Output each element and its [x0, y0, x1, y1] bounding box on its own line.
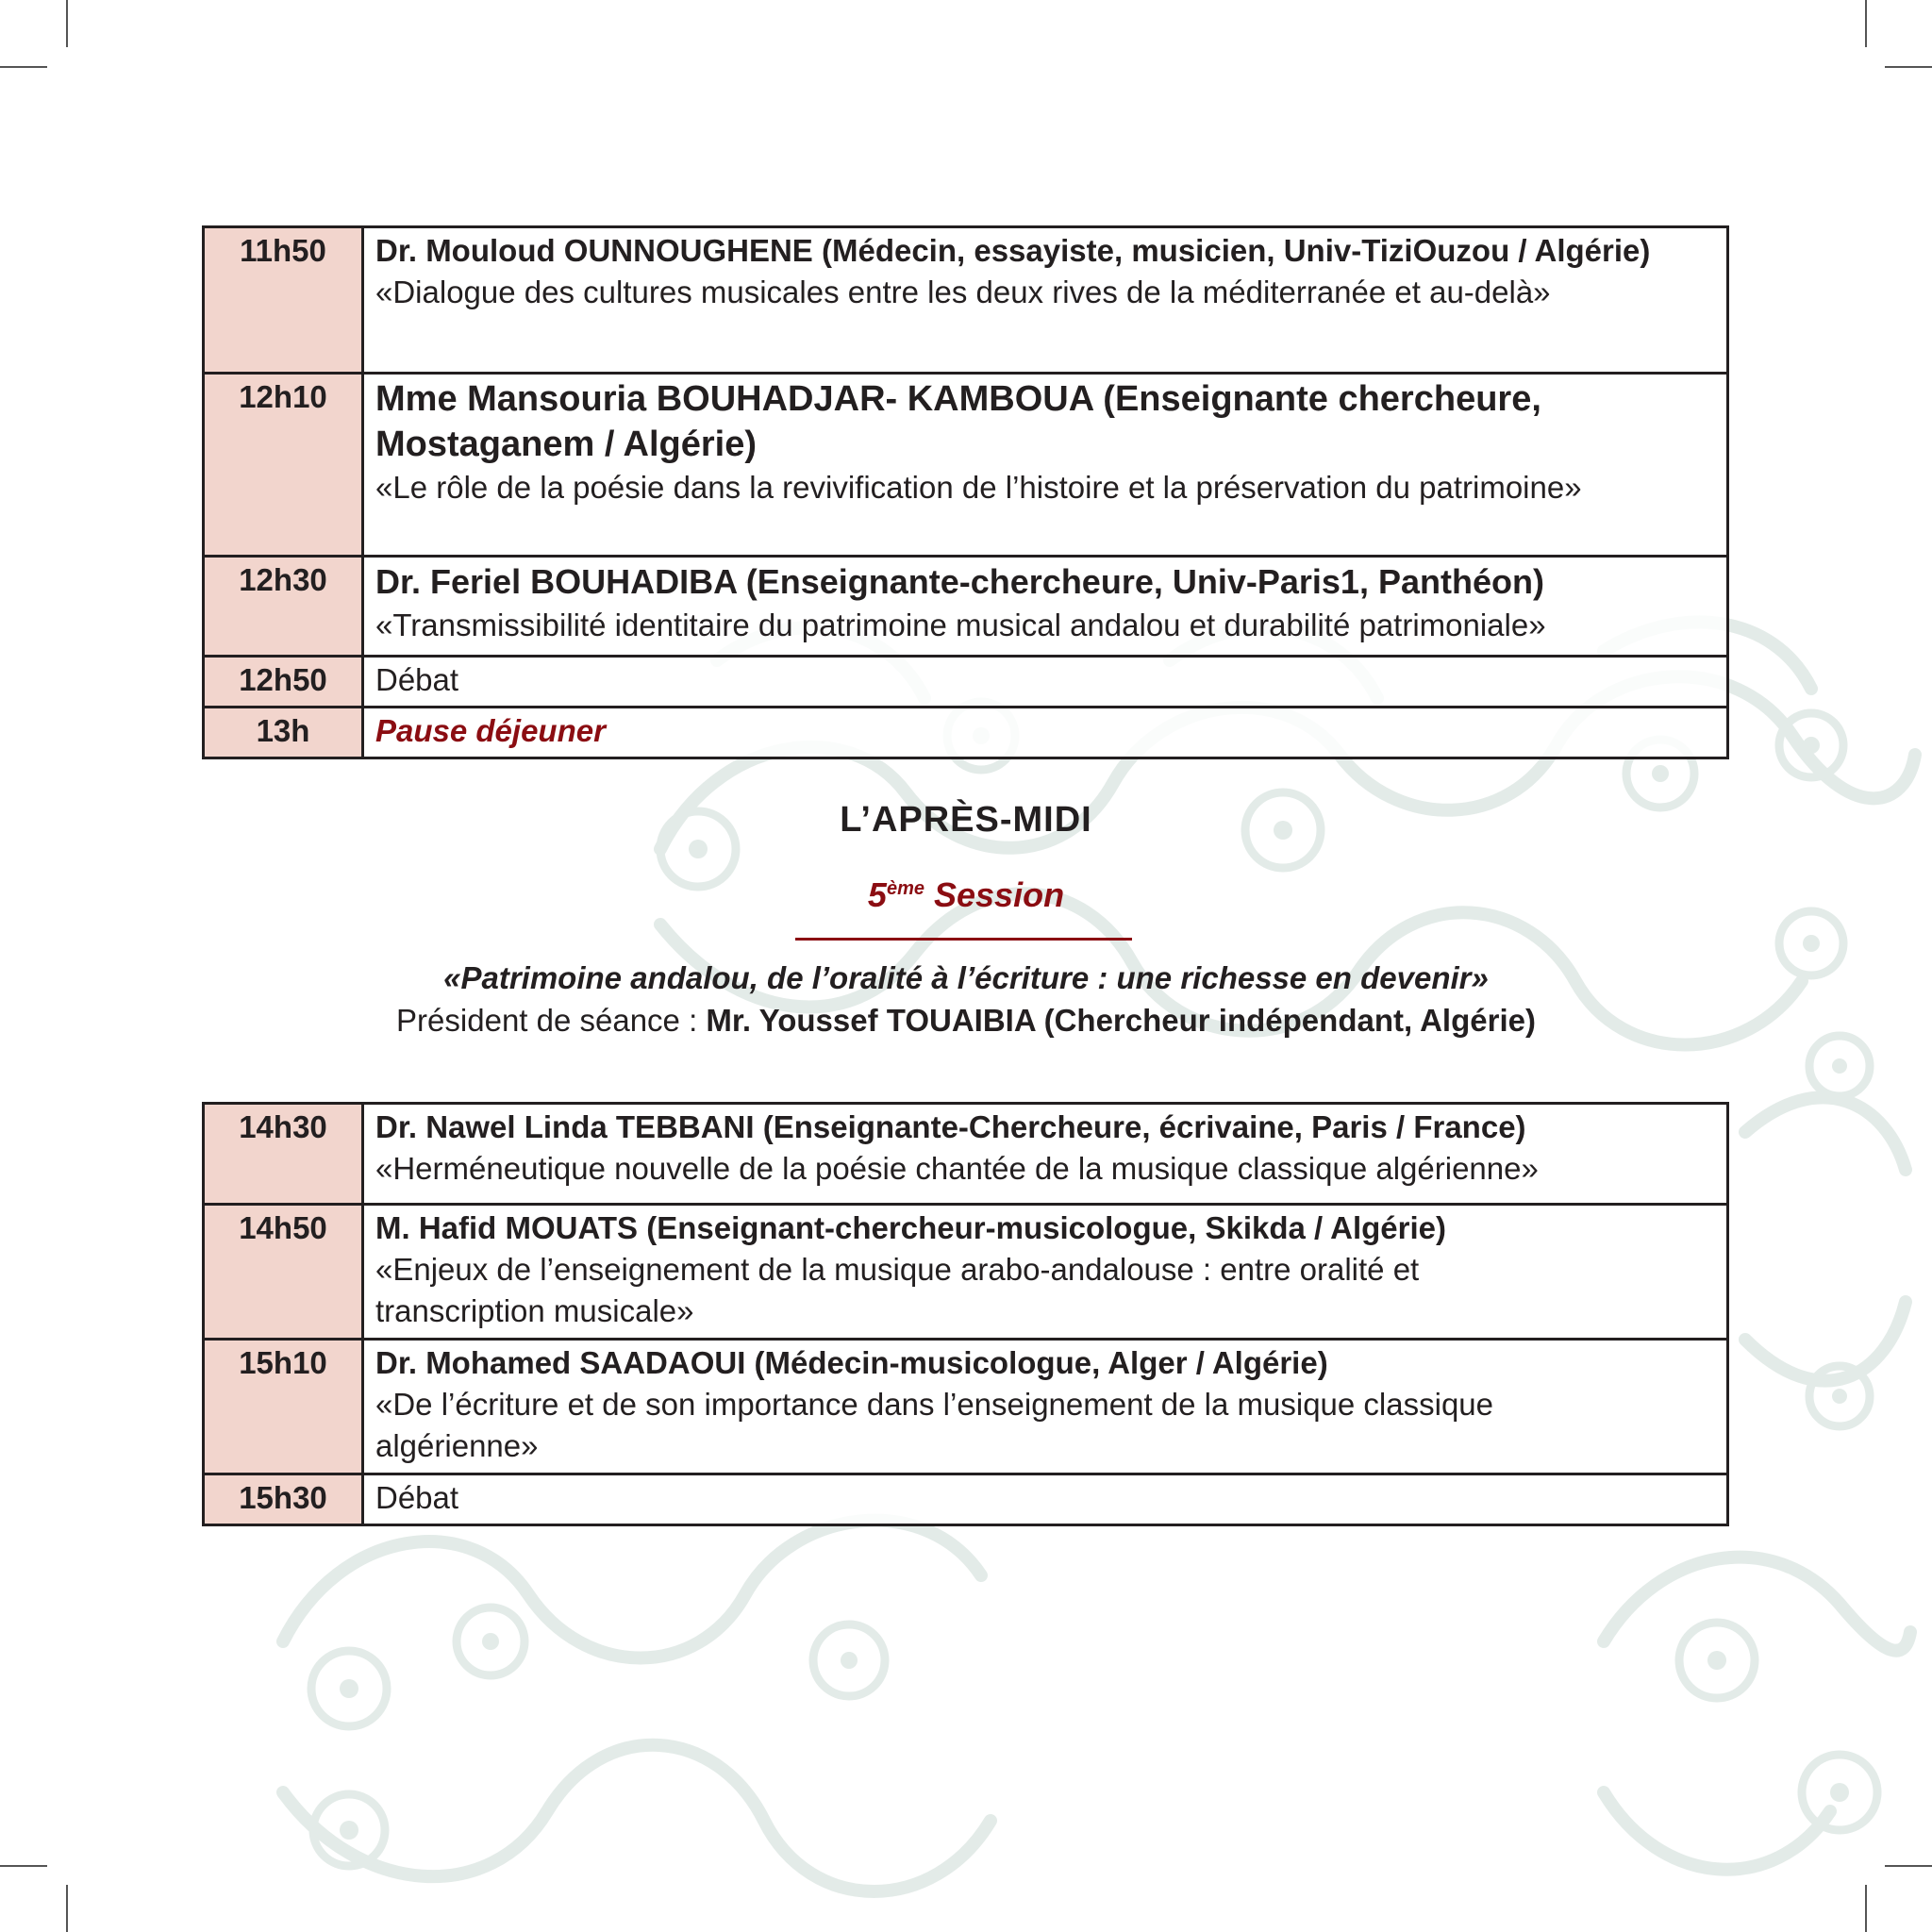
crop-mark-bottom-right-horizontal [1885, 1865, 1932, 1867]
debate-cell: Débat [363, 657, 1728, 708]
morning-schedule-table [202, 225, 1729, 759]
crop-mark-top-right-vertical [1865, 0, 1867, 47]
speaker-name: Dr. Nawel Linda TEBBANI (Enseignante-Chercheure, écrivaine, Paris / France) [375, 1109, 1526, 1144]
session-suffix: ème [886, 878, 924, 899]
talk-title: «Le rôle de la poésie dans la revivification de l’histoire et la préservation du patrimoine» [375, 470, 1582, 505]
table-row [204, 374, 1728, 557]
talk-title: «Enjeux de l’enseignement de la musique arabo-andalouse : entre oralité et transcription musicale» [375, 1252, 1420, 1328]
speaker-name: Dr. Feriel BOUHADIBA (Enseignante-chercheure, Univ-Paris1, Panthéon) [375, 562, 1544, 601]
session-theme: «Patrimoine andalou, de l’oralité à l’écriture : une richesse en devenir» [443, 960, 1489, 995]
speaker-name: M. Hafid MOUATS (Enseignant-chercheur-musicologue, Skikda / Algérie) [375, 1210, 1447, 1245]
afternoon-schedule-table [202, 1102, 1729, 1526]
session-president [0, 1003, 1932, 1039]
speaker-name: Mme Mansouria BOUHADJAR- KAMBOUA (Enseignante chercheure, Mostaganem / Algérie) [375, 379, 1541, 464]
talk-title: «De l’écriture et de son importance dans l’enseignement de la musique classique algérienne» [375, 1387, 1494, 1463]
time-cell: 15h30 [204, 1474, 363, 1525]
table-row [204, 1340, 1728, 1474]
talk-title: «Herméneutique nouvelle de la poésie chantée de la musique classique algérienne» [375, 1151, 1539, 1186]
talk-title: «Dialogue des cultures musicales entre les deux rives de la méditerranée et au-delà» [375, 275, 1551, 309]
time-cell: 13h [204, 708, 363, 758]
table-row [204, 1104, 1728, 1205]
time-cell: 15h10 [204, 1340, 363, 1474]
crop-mark-bottom-left-horizontal [0, 1865, 47, 1867]
table-row [204, 1205, 1728, 1340]
time-cell: 12h30 [204, 557, 363, 657]
crop-mark-bottom-left-vertical [66, 1885, 68, 1932]
president-name: Mr. Youssef TOUAIBIA (Chercheur indépendant, Algérie) [706, 1003, 1536, 1038]
speaker-name: Dr. Mouloud OUNNOUGHENE (Médecin, essayiste, musicien, Univ-TiziOuzou / Algérie) [375, 233, 1651, 268]
speaker-name: Dr. Mohamed SAADAOUI (Médecin-musicologue, Alger / Algérie) [375, 1345, 1328, 1380]
session-cell [363, 1104, 1728, 1205]
time-cell: 14h50 [204, 1205, 363, 1340]
time-cell: 12h10 [204, 374, 363, 557]
table-row [204, 557, 1728, 657]
president-label: Président de séance : [396, 1003, 707, 1038]
debate-cell: Débat [363, 1474, 1728, 1525]
crop-mark-bottom-right-vertical [1865, 1885, 1867, 1932]
lunch-break-cell: Pause déjeuner [363, 708, 1728, 758]
time-cell: 12h50 [204, 657, 363, 708]
session-cell [363, 227, 1728, 374]
table-row [204, 227, 1728, 374]
crop-mark-top-right-horizontal [1885, 66, 1932, 68]
table-row [204, 657, 1728, 708]
session-word: Session [934, 875, 1065, 914]
session-divider [795, 938, 1132, 941]
talk-title: «Transmissibilité identitaire du patrimoine musical andalou et durabilité patrimoniale» [375, 608, 1546, 642]
session-heading [0, 875, 1932, 915]
session-cell [363, 557, 1728, 657]
session-cell [363, 374, 1728, 557]
session-cell [363, 1340, 1728, 1474]
session-cell [363, 1205, 1728, 1340]
session-number: 5 [867, 875, 887, 914]
time-cell: 11h50 [204, 227, 363, 374]
crop-mark-top-left-horizontal [0, 66, 47, 68]
table-row [204, 1474, 1728, 1525]
table-row [204, 708, 1728, 758]
afternoon-heading: L’APRÈS-MIDI [840, 800, 1092, 840]
time-cell: 14h30 [204, 1104, 363, 1205]
crop-mark-top-left-vertical [66, 0, 68, 47]
